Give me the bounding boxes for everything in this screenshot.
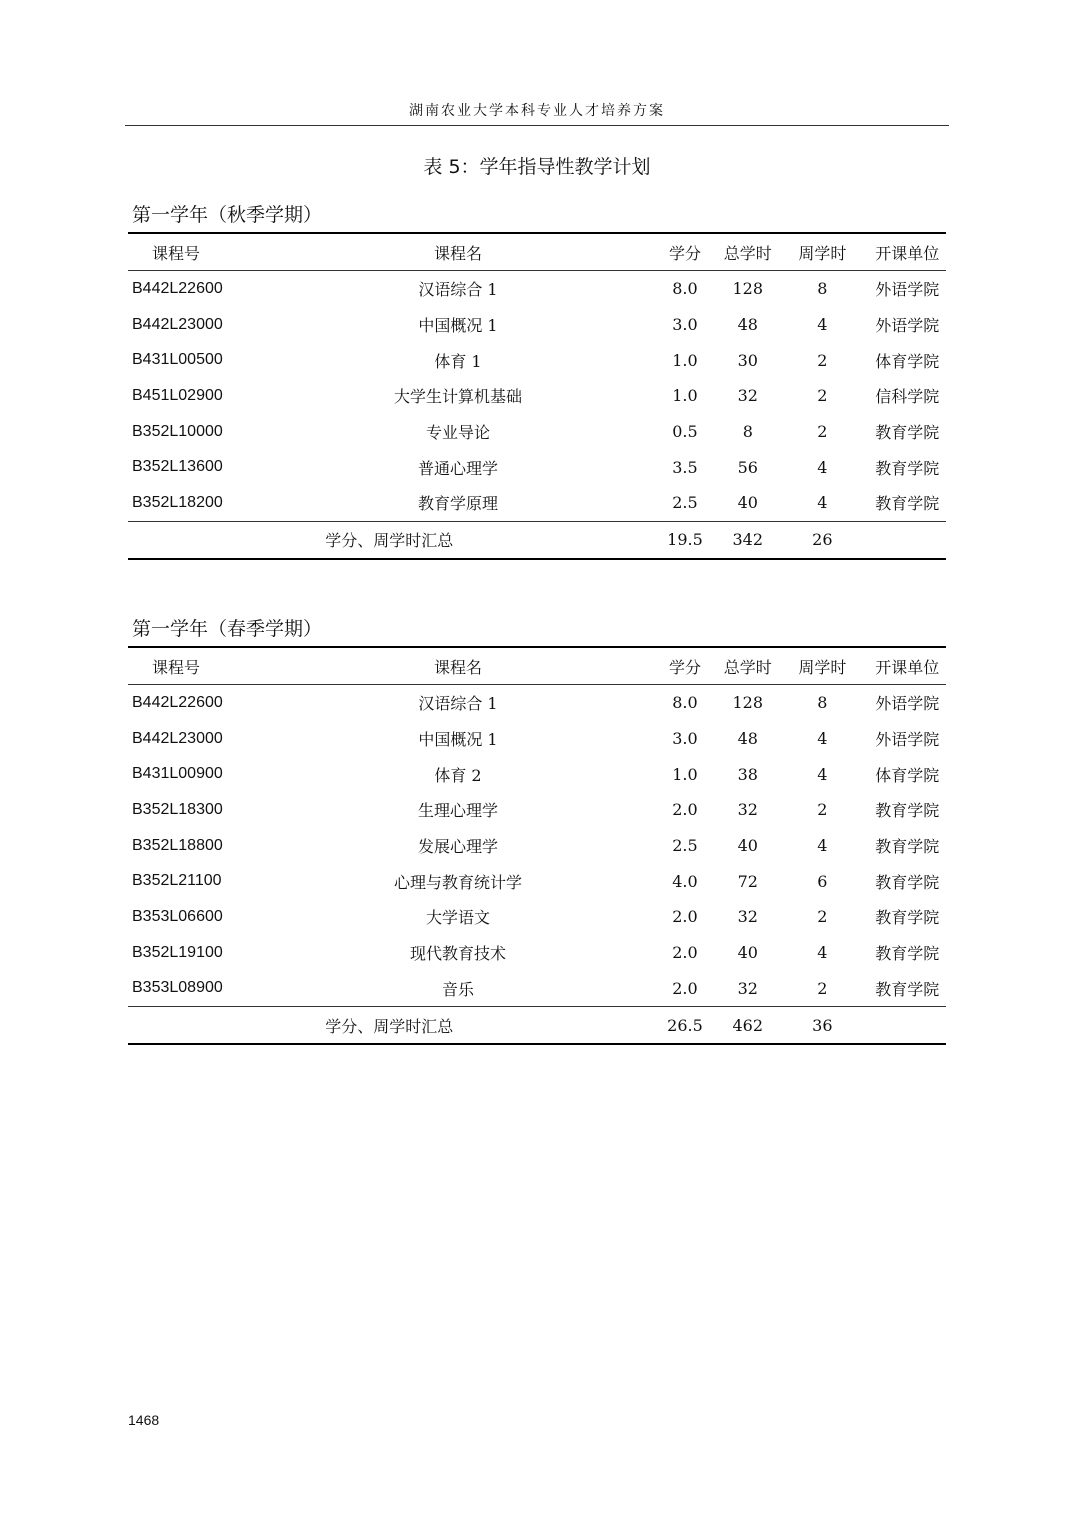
page-header: 湖南农业大学本科专业人才培养方案 — [125, 98, 949, 126]
cell-dept: 体育学院 — [875, 765, 940, 785]
table-row — [128, 971, 946, 1007]
cell-weekly: 4 — [817, 764, 828, 784]
table-row — [128, 899, 946, 935]
cell-hours: 56 — [737, 457, 758, 477]
table-row — [128, 935, 946, 971]
table-title: 表 5：学年指导性教学计划 — [423, 156, 651, 178]
cell-code: B352L18800 — [132, 836, 223, 854]
table-row — [128, 863, 946, 899]
cell-name: 心理与教育统计学 — [393, 872, 522, 892]
cell-dept: 教育学院 — [875, 801, 940, 821]
cell-name: 普通心理学 — [417, 458, 498, 478]
total-weekly: 36 — [776, 1007, 868, 1045]
cell-hours: 128 — [732, 693, 764, 713]
table-row — [128, 271, 946, 307]
col-header-dept: 开课单位 — [868, 233, 946, 271]
col-header-hours: 总学时 — [719, 647, 776, 685]
cell-code: B442L23000 — [132, 729, 223, 747]
cell-dept: 教育学院 — [875, 908, 940, 928]
cell-code: B352L21100 — [132, 872, 222, 890]
cell-name: 教育学原理 — [417, 494, 498, 514]
cell-code: B353L08900 — [132, 979, 223, 997]
total-label: 学分、周学时汇总 — [128, 1007, 651, 1045]
cell-name: 专业导论 — [425, 423, 490, 443]
col-header-weekly: 周学时 — [776, 233, 868, 271]
cell-credit: 2.5 — [672, 836, 698, 856]
cell-hours: 32 — [737, 386, 758, 406]
cell-code: B352L19100 — [132, 943, 223, 961]
cell-weekly: 4 — [817, 493, 828, 513]
total-hours: 462 — [719, 1007, 776, 1045]
cell-dept: 外语学院 — [875, 280, 940, 300]
page-number: 1468 — [128, 1412, 160, 1428]
cell-weekly: 2 — [817, 978, 828, 998]
cell-code: B451L02900 — [132, 386, 223, 404]
cell-dept: 外语学院 — [875, 730, 940, 750]
cell-code: B442L22600 — [132, 279, 223, 297]
cell-dept: 教育学院 — [875, 494, 940, 514]
cell-credit: 2.5 — [672, 493, 698, 513]
col-header-weekly: 周学时 — [776, 647, 868, 685]
cell-dept: 教育学院 — [875, 872, 940, 892]
cell-dept: 教育学院 — [875, 979, 940, 999]
autumn-course-table — [128, 232, 946, 560]
table-row — [128, 756, 946, 792]
cell-dept: 信科学院 — [875, 387, 940, 407]
cell-hours: 48 — [737, 729, 758, 749]
cell-code: B442L23000 — [132, 315, 223, 333]
table-row — [128, 685, 946, 721]
col-header-hours: 总学时 — [719, 233, 776, 271]
cell-name: 汉语综合 1 — [418, 280, 498, 300]
cell-weekly: 2 — [817, 422, 828, 442]
cell-credit: 0.5 — [672, 422, 698, 442]
cell-code: B352L18200 — [132, 493, 223, 511]
cell-weekly: 2 — [817, 907, 828, 927]
cell-weekly: 2 — [817, 800, 828, 820]
cell-name: 大学生计算机基础 — [393, 387, 522, 407]
cell-name: 体育 1 — [434, 351, 482, 371]
cell-hours: 40 — [737, 943, 758, 963]
cell-name: 发展心理学 — [417, 837, 498, 857]
col-header-credit: 学分 — [651, 233, 720, 271]
table-row — [128, 449, 946, 485]
table-row — [128, 342, 946, 378]
cell-name: 汉语综合 1 — [418, 694, 498, 714]
cell-credit: 3.0 — [672, 315, 698, 335]
cell-code: B442L22600 — [132, 693, 223, 711]
table-row — [128, 792, 946, 828]
total-credit: 19.5 — [651, 521, 720, 559]
table-header-row — [128, 233, 946, 271]
total-hours: 342 — [719, 521, 776, 559]
cell-code: B352L13600 — [132, 458, 223, 476]
cell-weekly: 4 — [817, 315, 828, 335]
table-row — [128, 721, 946, 757]
total-label: 学分、周学时汇总 — [128, 521, 651, 559]
col-header-name: 课程名 — [265, 647, 650, 685]
cell-credit: 8.0 — [672, 279, 698, 299]
cell-code: B431L00500 — [132, 351, 223, 369]
autumn-table-body — [128, 271, 946, 522]
cell-credit: 2.0 — [672, 907, 698, 927]
cell-credit: 1.0 — [672, 386, 698, 406]
cell-dept: 教育学院 — [875, 458, 940, 478]
total-row — [128, 1007, 946, 1045]
cell-hours: 32 — [737, 907, 758, 927]
cell-hours: 40 — [737, 836, 758, 856]
cell-weekly: 8 — [817, 693, 828, 713]
total-credit: 26.5 — [651, 1007, 720, 1045]
cell-name: 中国概况 1 — [418, 316, 498, 336]
cell-weekly: 4 — [817, 836, 828, 856]
cell-hours: 30 — [737, 350, 758, 370]
total-row — [128, 521, 946, 559]
cell-weekly: 2 — [817, 386, 828, 406]
table-row — [128, 485, 946, 521]
cell-hours: 32 — [737, 800, 758, 820]
col-header-credit: 学分 — [651, 647, 720, 685]
cell-name: 音乐 — [441, 979, 474, 999]
spring-table-body — [128, 685, 946, 1007]
cell-weekly: 4 — [817, 729, 828, 749]
cell-credit: 8.0 — [672, 693, 698, 713]
total-dept-empty — [868, 1007, 946, 1045]
col-header-name: 课程名 — [265, 233, 650, 271]
cell-name: 生理心理学 — [417, 801, 498, 821]
cell-hours: 38 — [737, 764, 758, 784]
cell-credit: 2.0 — [672, 800, 698, 820]
cell-weekly: 6 — [817, 871, 828, 891]
table-row — [128, 828, 946, 864]
cell-weekly: 4 — [817, 943, 828, 963]
cell-dept: 外语学院 — [875, 694, 940, 714]
cell-credit: 1.0 — [672, 764, 698, 784]
cell-dept: 体育学院 — [875, 351, 940, 371]
cell-credit: 2.0 — [672, 978, 698, 998]
spring-section-title: 第一学年（春季学期） — [132, 618, 323, 640]
col-header-code: 课程号 — [128, 233, 265, 271]
cell-hours: 40 — [737, 493, 758, 513]
cell-dept: 教育学院 — [875, 423, 940, 443]
cell-name: 中国概况 1 — [418, 730, 498, 750]
cell-credit: 2.0 — [672, 943, 698, 963]
table-row — [128, 414, 946, 450]
cell-weekly: 2 — [817, 350, 828, 370]
table-row — [128, 378, 946, 414]
cell-code: B352L10000 — [132, 422, 223, 440]
col-header-dept: 开课单位 — [868, 647, 946, 685]
cell-dept: 教育学院 — [875, 837, 940, 857]
cell-hours: 32 — [737, 978, 758, 998]
cell-dept: 外语学院 — [875, 316, 940, 336]
cell-credit: 3.0 — [672, 729, 698, 749]
cell-code: B353L06600 — [132, 907, 223, 925]
cell-hours: 48 — [737, 315, 758, 335]
cell-code: B431L00900 — [132, 765, 223, 783]
table-row — [128, 307, 946, 343]
total-weekly: 26 — [776, 521, 868, 559]
cell-name: 现代教育技术 — [409, 944, 506, 964]
cell-dept: 教育学院 — [875, 944, 940, 964]
total-dept-empty — [868, 521, 946, 559]
cell-weekly: 4 — [817, 457, 828, 477]
cell-weekly: 8 — [817, 279, 828, 299]
cell-code: B352L18300 — [132, 800, 223, 818]
cell-credit: 3.5 — [672, 457, 698, 477]
cell-hours: 128 — [732, 279, 764, 299]
cell-name: 体育 2 — [434, 765, 482, 785]
autumn-section-title: 第一学年（秋季学期） — [132, 204, 323, 226]
cell-hours: 8 — [742, 422, 753, 442]
col-header-code: 课程号 — [128, 647, 265, 685]
table-header-row — [128, 647, 946, 685]
cell-credit: 1.0 — [672, 350, 698, 370]
cell-name: 大学语文 — [425, 908, 490, 928]
spring-course-table — [128, 646, 946, 1045]
cell-hours: 72 — [737, 871, 758, 891]
cell-credit: 4.0 — [672, 871, 698, 891]
